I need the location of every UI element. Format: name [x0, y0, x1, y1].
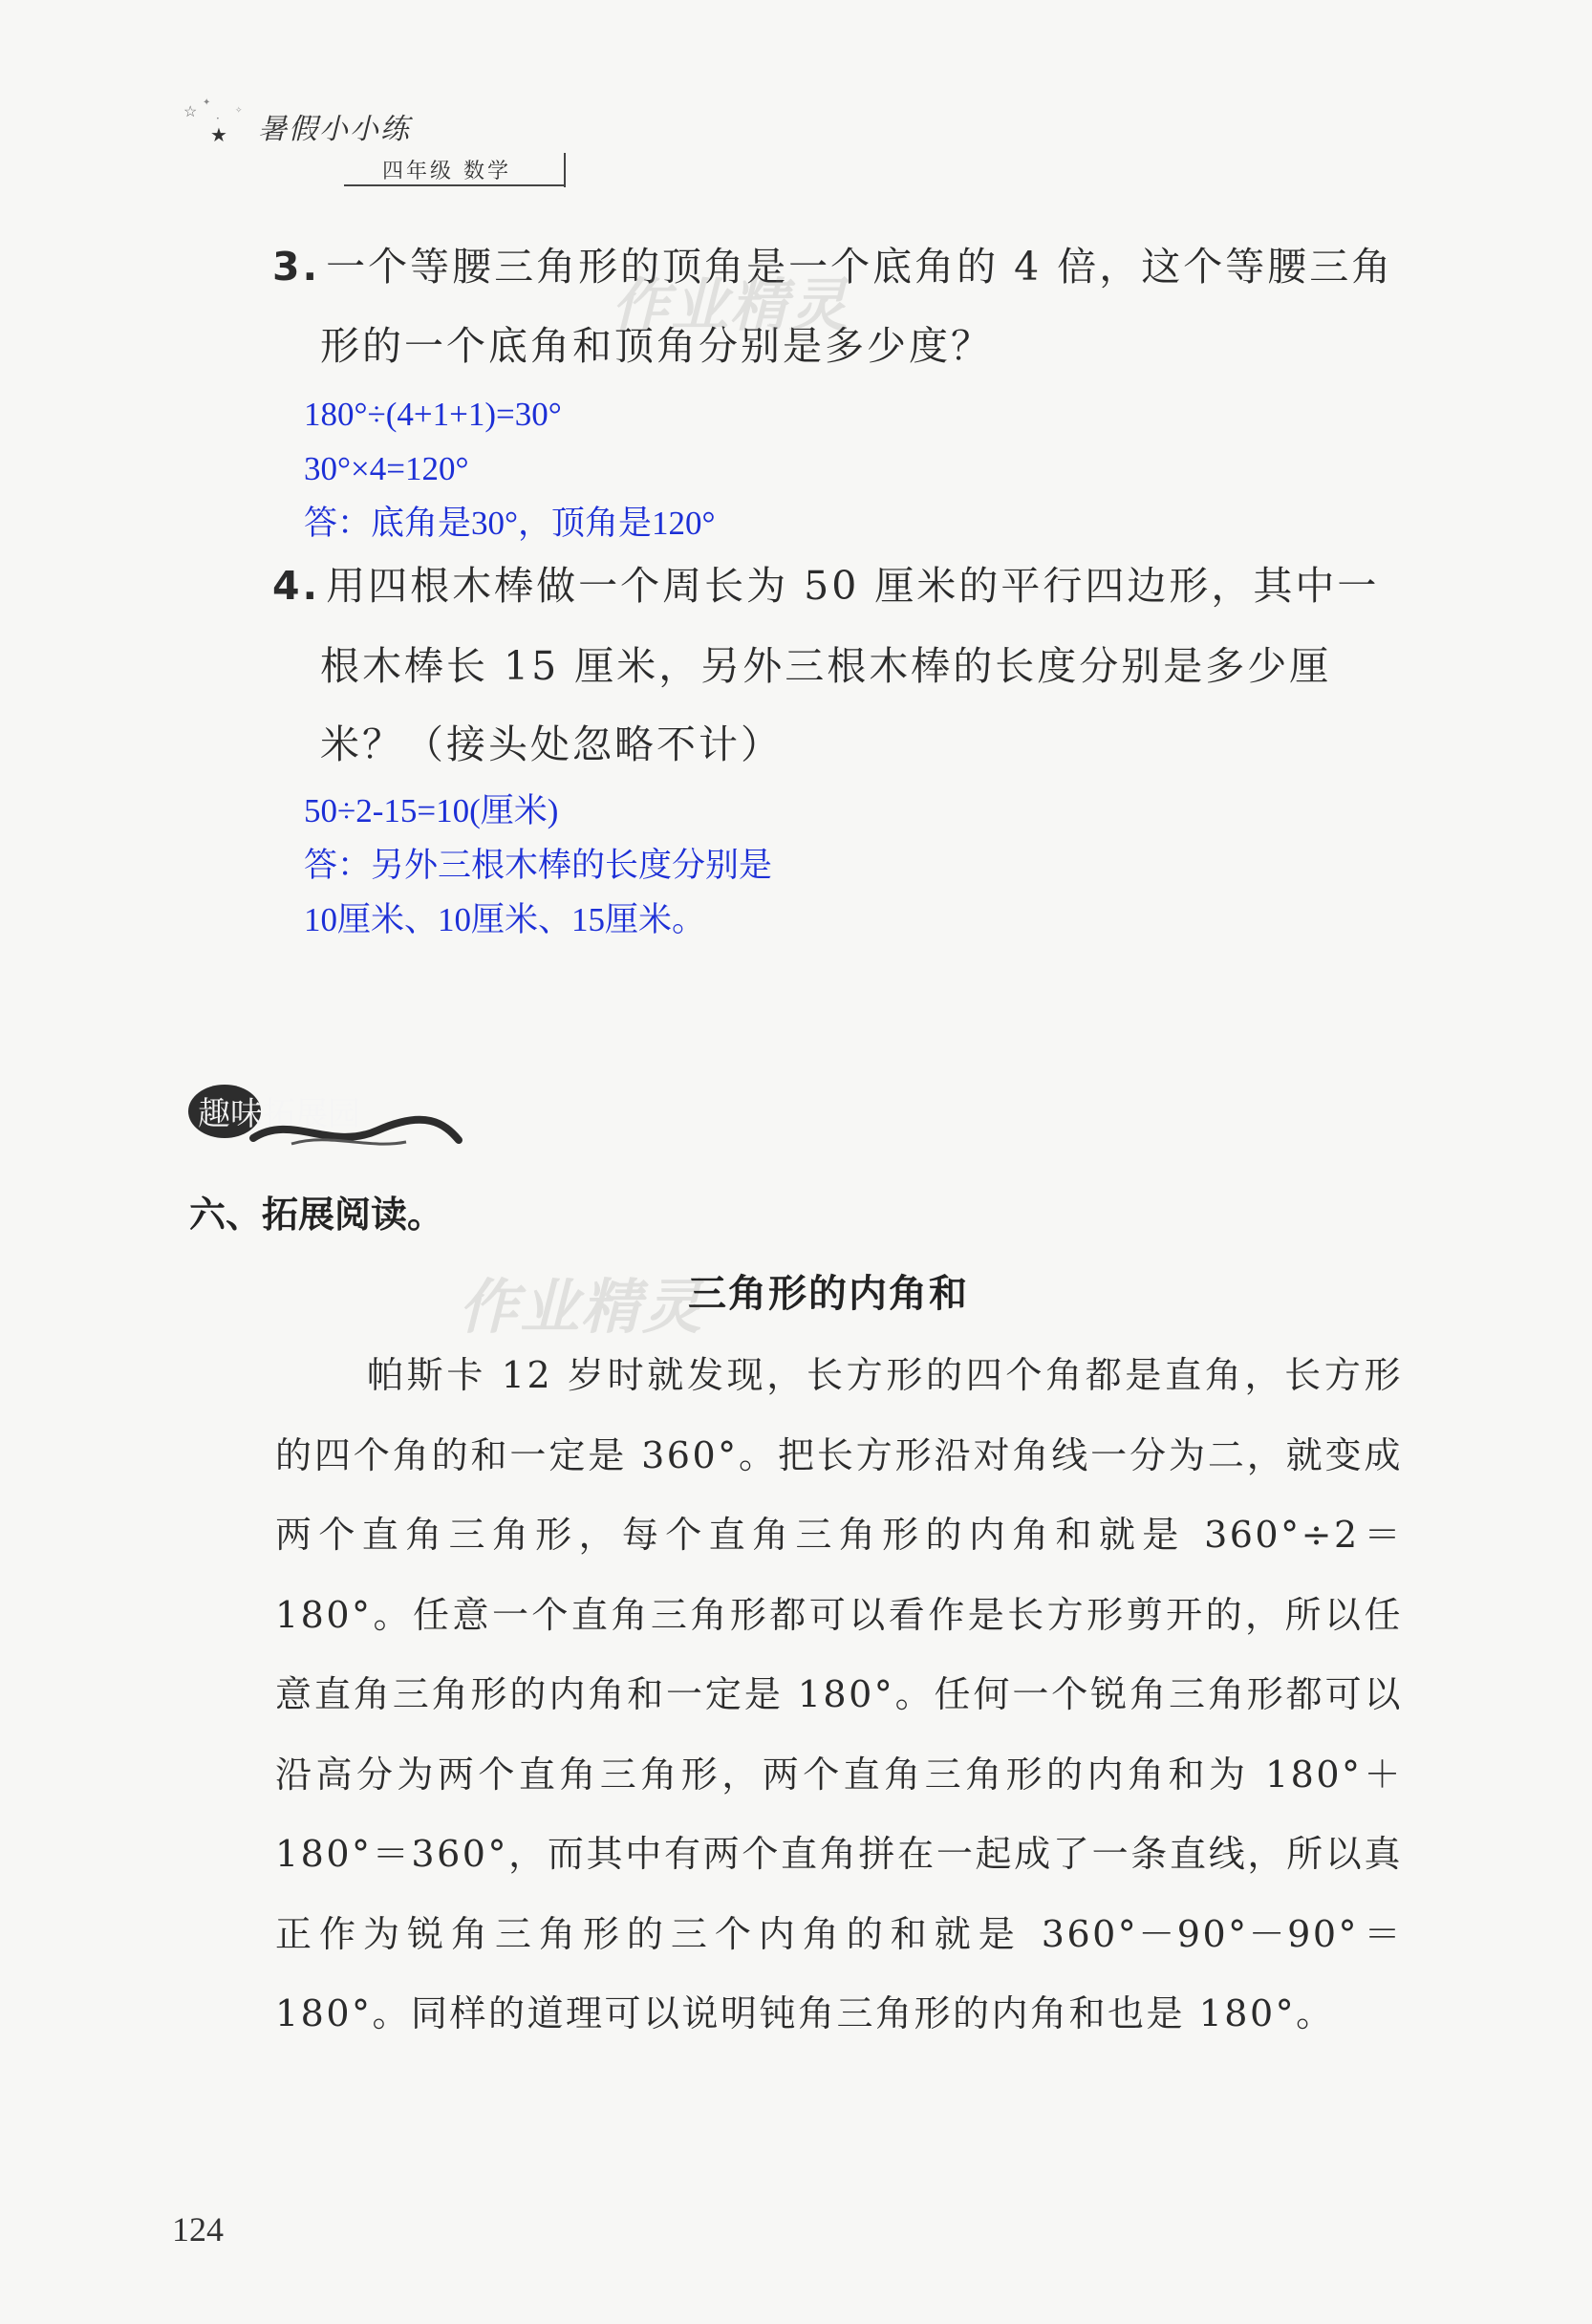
article-body: 帕斯卡 12 岁时就发现，长方形的四个角都是直角，长方形的四个角的和一定是 360°。把长方形沿对角线一分为二，就变成两个直角三角形，每个直角三角形的内角和就是 360°÷2＝180°。任意一个直角三角形都可以看作是长方形剪开的，所以任意直角三角形的内角和一定是 180°。任何一个锐角三角形都可以沿高分为两个直角三角形，两个直角三角形的内角和为 180°＋180°＝360°，而其中有两个直角拼在一起成了一条直线，所以真正作为锐角三角形的三个内角的和就是 360°－90°－90°＝180°。同样的道理可以说明钝角三角形的内角和也是 180°。: [275, 1354, 1403, 2034]
svg-text:★: ★: [210, 123, 227, 146]
q3-answer-line-1: 180°÷(4+1+1)=30°: [304, 396, 562, 433]
q3-answer-line-2: 30°×4=120°: [304, 450, 469, 487]
article-title: 三角形的内角和: [688, 1272, 969, 1316]
book-brand: 暑假小小练: [258, 113, 411, 146]
book-subject: 四年级 数学: [382, 160, 511, 183]
question-3-text-1: 一个等腰三角形的顶角是一个底角的 4 倍，这个等腰三角: [326, 244, 1394, 290]
question-4-number: 4.: [272, 563, 321, 609]
header-divider: [344, 184, 564, 186]
book-header: [182, 96, 583, 186]
svg-text:✦: ✦: [203, 97, 211, 108]
q4-answer-line-2: 答：另外三根木棒的长度分别是: [304, 847, 773, 884]
header-vertical-divider: [564, 153, 566, 187]
watermark-2: 作业精灵: [459, 1272, 704, 1342]
section-title: 六、拓展阅读。: [189, 1194, 444, 1236]
question-4-line-2: 根木棒长 15 厘米，另外三根木棒的长度分别是多少厘: [320, 643, 1332, 689]
watermark: 作业精灵: [612, 272, 849, 339]
q3-answer-line-3: 答：底角是30°，顶角是120°: [304, 505, 716, 542]
svg-text:☆: ☆: [183, 102, 198, 120]
decoration-label: 趣味拓展园: [198, 1095, 360, 1133]
svg-text:·: ·: [216, 112, 220, 125]
q4-answer-line-3: 10厘米、10厘米、15厘米。: [304, 901, 706, 938]
question-3-line-2: 形的一个底角和顶角分别是多少度？: [320, 323, 993, 369]
question-4-line-3: 米？（接头处忽略不计）: [320, 721, 783, 767]
stars-icon: [182, 96, 258, 153]
question-4-text-1: 用四根木棒做一个周长为 50 厘米的平行四边形，其中一: [326, 563, 1380, 609]
question-4-line-1: [272, 542, 1379, 630]
question-3-number: 3.: [272, 244, 321, 290]
q4-answer-line-1: 50÷2-15=10(厘米): [304, 792, 559, 829]
fun-extension-banner-icon: [186, 1056, 463, 1156]
page-number: 124: [172, 2210, 224, 2249]
svg-text:✧: ✧: [235, 106, 243, 116]
